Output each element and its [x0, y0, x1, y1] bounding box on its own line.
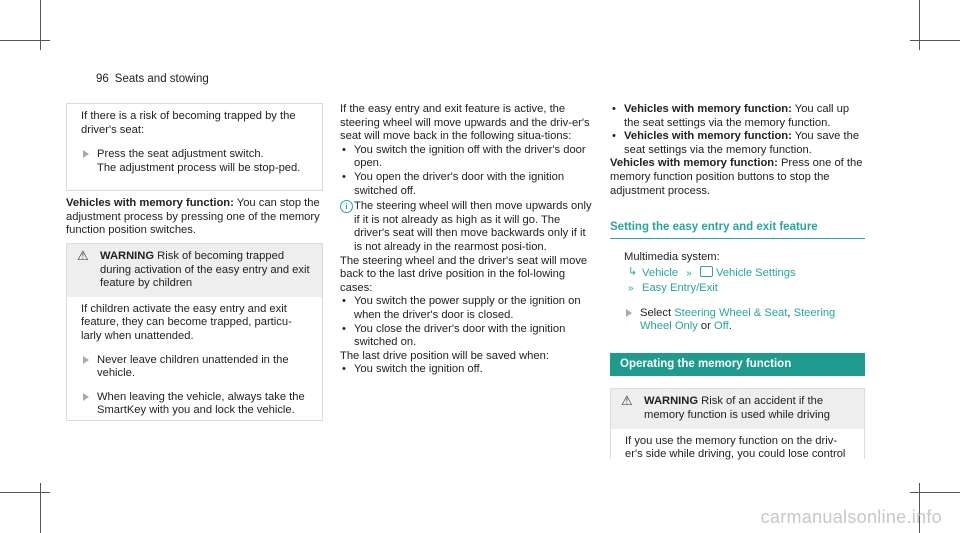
trapped-intro: If there is a risk of becoming trapped by the driver's seat:: [81, 110, 296, 136]
memory-text: You can stop the adjustment process by pressing one of the memory function position switches.: [66, 197, 320, 237]
list-item: • You close the driver's door with the ignition switched on.: [340, 323, 592, 350]
paragraph: The steering wheel and the driver's seat will move back to the last drive position in the fol-lowing cases:: [340, 254, 588, 294]
info-icon: i: [340, 200, 353, 213]
paragraph: Vehicles with memory function: Press one of the memory function position buttons to stop the adjustment process.: [610, 157, 863, 197]
warning-triangle-icon: ⚠: [77, 248, 89, 263]
warning-triangle-icon: ⚠: [621, 393, 633, 409]
enter-arrow-icon: ↳: [628, 266, 638, 279]
step-arrow-icon: [626, 309, 632, 317]
warning-body: If children activate the easy entry and exit feature, they can become trapped, particu-larly when unattended.: [81, 302, 292, 342]
step-text: Press the seat adjustment switch.: [97, 148, 264, 161]
list-item: • You switch the ignition off.: [340, 363, 592, 377]
list-item: • You open the driver's door with the ignition switched off.: [340, 171, 592, 198]
warning-step: When leaving the vehicle, always take the SmartKey with you and lock the vehicle.: [97, 390, 305, 417]
page-number: 96: [96, 73, 109, 85]
setting-heading: Setting the easy entry and exit feature: [610, 221, 865, 239]
warning-body: If you use the memory function on the driv-er's side while driving, you could lose control: [625, 434, 846, 461]
trapped-box: [66, 103, 323, 191]
crop-mark: [40, 483, 41, 533]
step-result: The adjustment process will be stop-ped.: [97, 161, 301, 174]
list-item: • Vehicles with memory function: You call up the seat settings via the memory function.: [610, 103, 865, 130]
section-name: Seats and stowing: [114, 73, 209, 85]
memory-label: Vehicles with memory function:: [66, 197, 234, 209]
section-title: Operating the memory function: [610, 353, 865, 377]
column-3: • Vehicles with memory function: You call up the seat settings via the memory function. • Vehicles with memory function: You save the seat settings via the memory function. Vehicles with memory function: Press one of the memory function position buttons to stop the adjustment process. Setting the easy entry and exit feature Multimedia system: ↳ Vehicle » Vehicle Settings » Easy Entry/Exit Select Steering Wheel & Seat, Steering Wheel Only or Off. Operating the memory function ⚠ WARNING Risk of an accident if the memory function is used while driving If you use the memory function on the driv-er's side while driving, you could lose control: [610, 103, 865, 459]
menu-vehicle[interactable]: Vehicle: [642, 267, 679, 280]
car-settings-icon: [700, 266, 713, 277]
list-item: • You switch the power supply or the ignition on when the driver's door is closed.: [340, 295, 592, 322]
paragraph: The last drive position will be saved when:: [340, 349, 549, 362]
list-item: • You switch the ignition off with the driver's door open.: [340, 144, 592, 171]
crop-mark: [40, 0, 41, 50]
warning-box: [66, 243, 323, 421]
step-arrow-icon: [83, 150, 89, 158]
memory-note: [66, 197, 324, 238]
info-note: [340, 200, 592, 254]
option-steering-wheel-only[interactable]: Steering Wheel Only: [640, 306, 836, 333]
list-item: • Vehicles with memory function: You save the seat settings via the memory function.: [610, 130, 865, 157]
page-header: [96, 73, 209, 87]
crop-mark: [0, 492, 50, 493]
menu-path: [610, 251, 865, 296]
step-arrow-icon: [83, 356, 89, 364]
warning-header: [67, 244, 322, 297]
crop-mark: [910, 40, 960, 41]
warning-step: Never leave children unattended in the vehicle.: [97, 353, 289, 380]
warning-header: ⚠ WARNING Risk of an accident if the memory function is used while driving: [611, 389, 864, 428]
crop-mark: [919, 0, 920, 50]
warning-title: Risk of becoming trapped during activation of the easy entry and exit feature by children: [100, 250, 310, 290]
multimedia-label: Multimedia system:: [624, 250, 720, 263]
watermark: carmanualsonline.info: [760, 507, 942, 528]
option-off[interactable]: Off: [714, 320, 729, 333]
option-steering-wheel-seat[interactable]: Steering Wheel & Seat: [674, 306, 788, 319]
memory-warning-box: [610, 388, 865, 459]
menu-easy-entry[interactable]: Easy Entry/Exit: [642, 281, 718, 294]
next-arrow-icon: »: [628, 282, 634, 294]
crop-mark: [910, 492, 960, 493]
warning-label: WARNING: [100, 250, 155, 262]
crop-mark: [0, 40, 50, 41]
next-arrow-icon: »: [686, 268, 692, 280]
easy-entry-intro: If the easy entry and exit feature is active, the steering wheel will move upwards and the driv-er's seat will move back in the following situa-tions:: [340, 103, 590, 143]
info-text: The steering wheel will then move upwards only if it is not already as high as it will go. The driver's seat will then move backwards only if it is not already in the rearmost posi-tion.: [354, 200, 592, 253]
or-word: or: [697, 320, 714, 333]
select-word: Select: [640, 306, 675, 319]
column-2: [340, 103, 592, 377]
menu-vehicle-settings[interactable]: Vehicle Settings: [715, 267, 796, 280]
step-arrow-icon: [83, 393, 89, 401]
